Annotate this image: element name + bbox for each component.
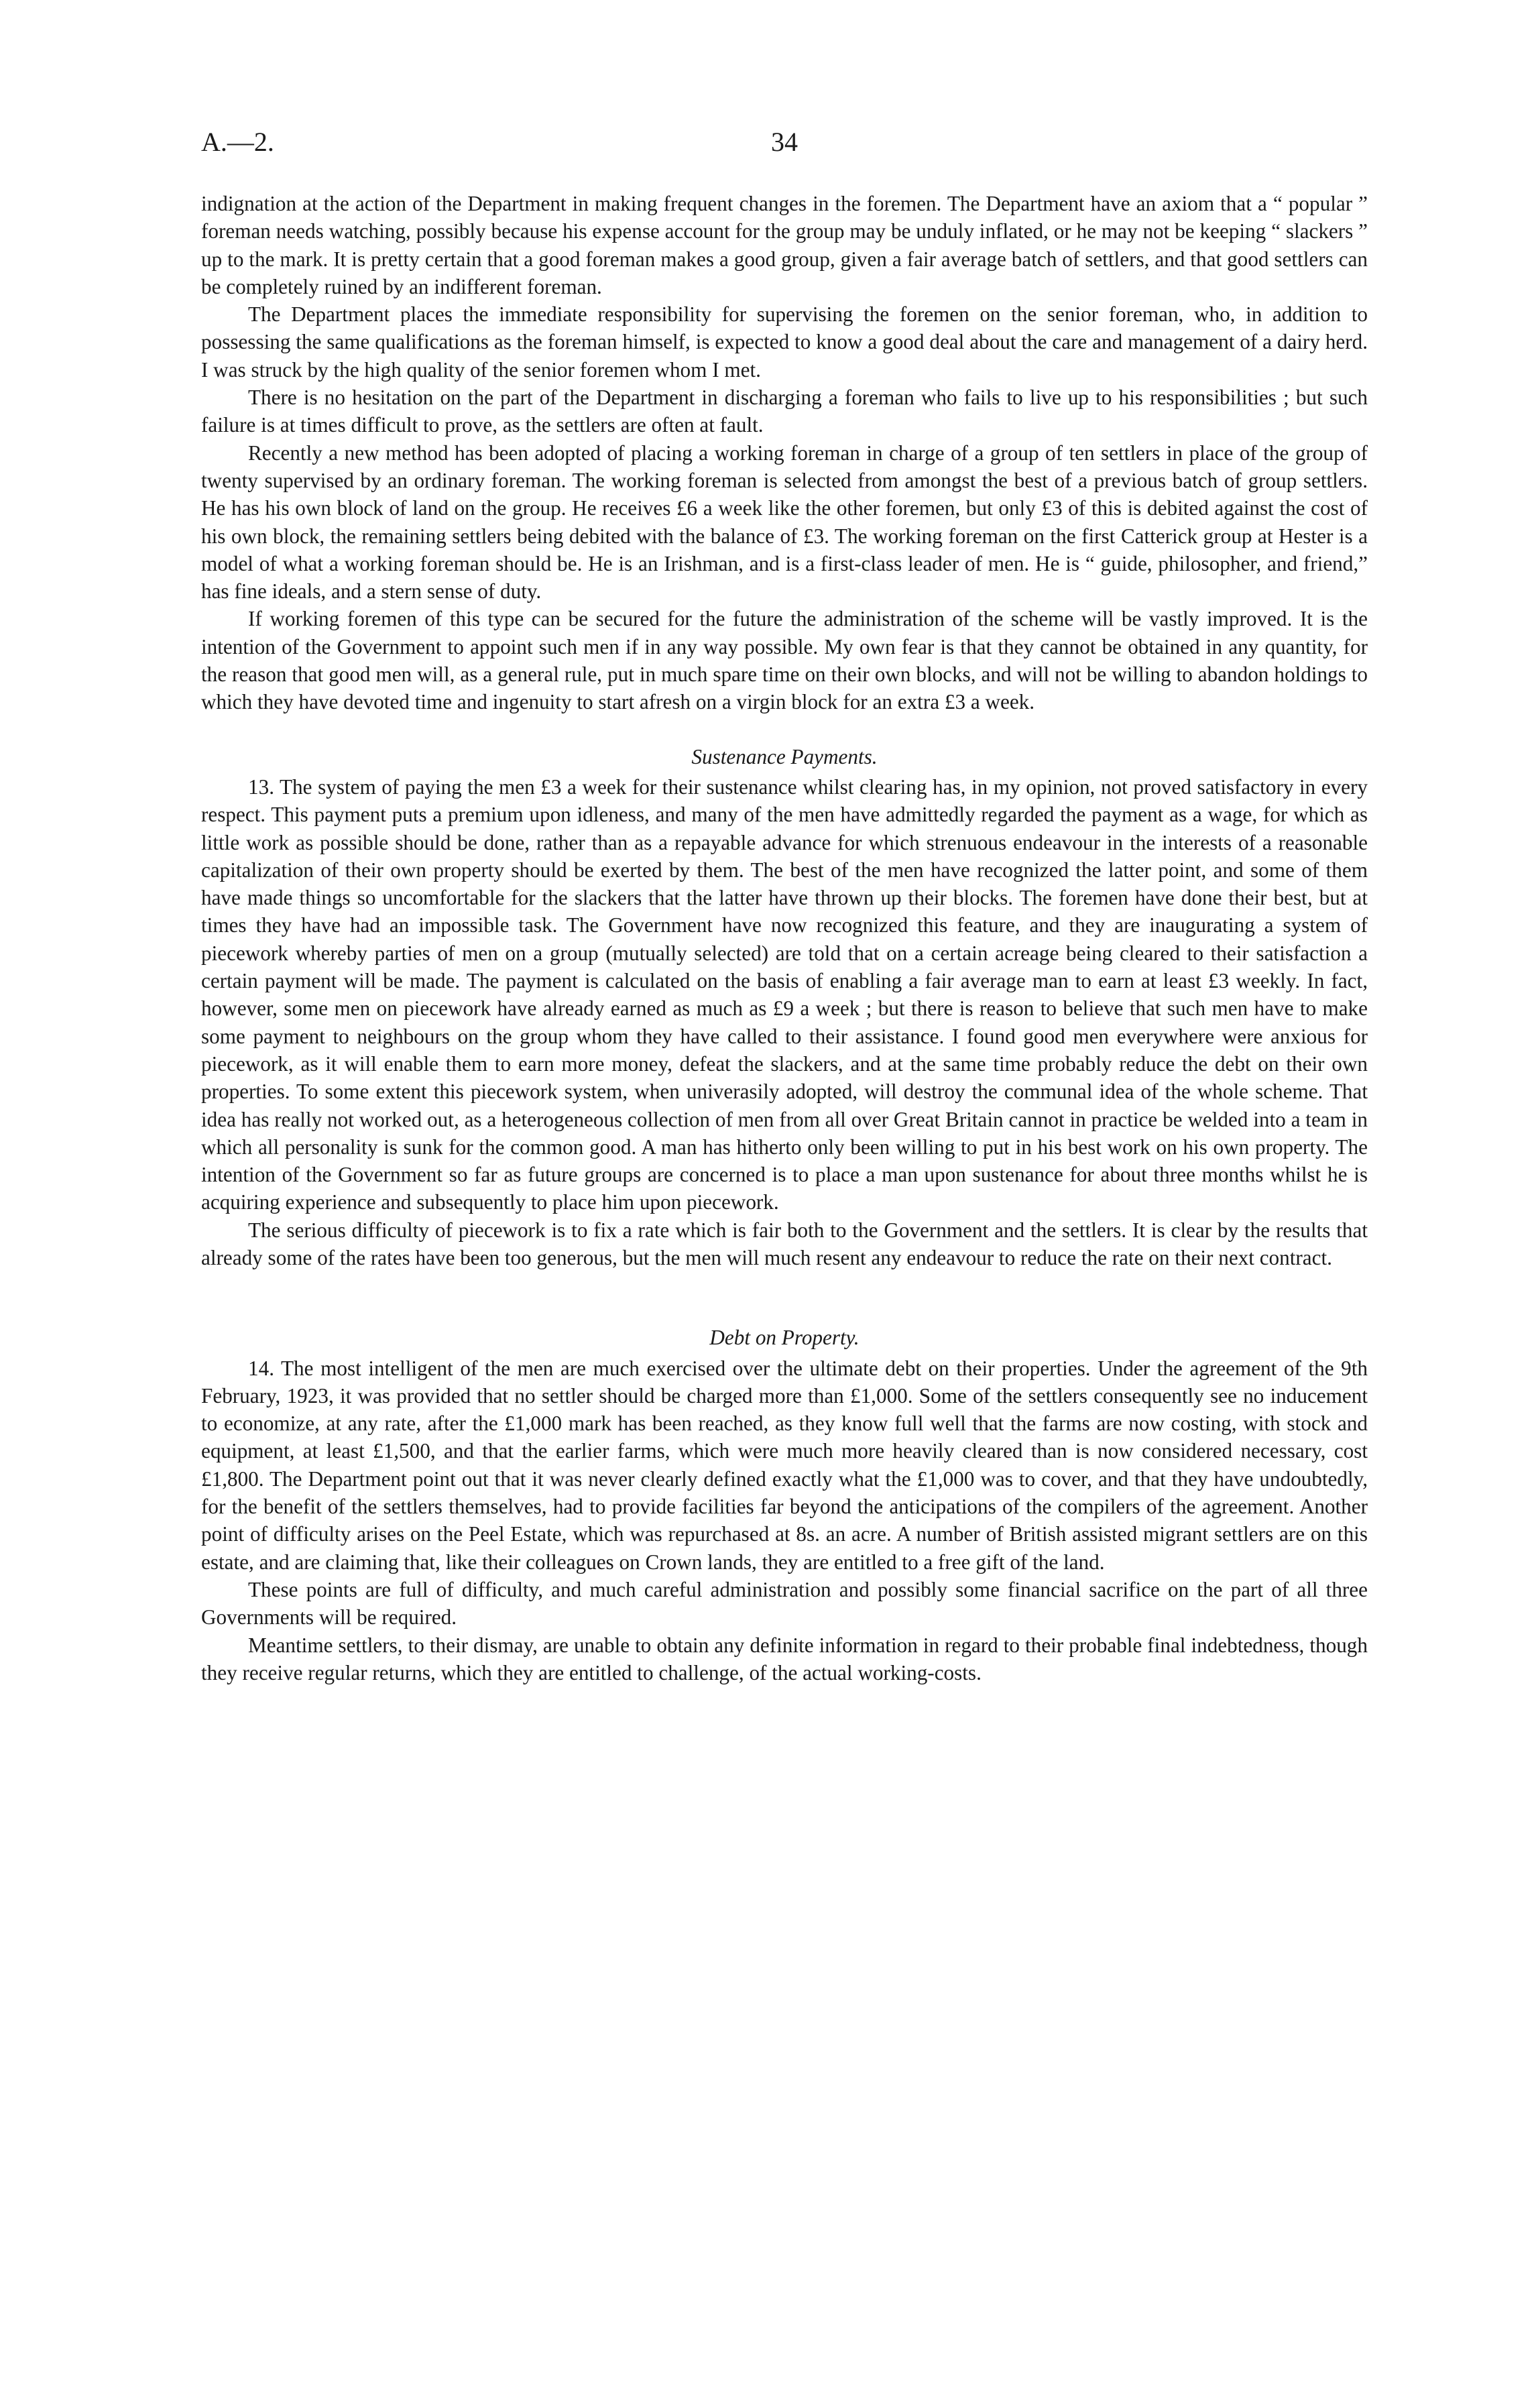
document-reference: A.—2. <box>201 127 274 157</box>
paragraph: The serious difficulty of piecework is to fix a rate which is fair both to the Government and the settlers. It is clear by the results that already some of the rates have been too generous, but the men will much resent any endeavour to reduce the rate on their next contract. <box>201 1218 1368 1269</box>
page-number: 34 <box>771 127 798 157</box>
paragraph: Meantime settlers, to their dismay, are unable to obtain any definite information in regard to their probable final indebtedness, though they receive regular returns, which they are entitled to challenge, of the actual working-costs. <box>201 1633 1368 1684</box>
section-heading-debt-on-property: Debt on Property. <box>709 1326 860 1350</box>
paragraph: The Department places the immediate responsibility for supervising the foremen on the senior foreman, who, in addition to possessing the same qualifications as the foreman himself, is expected to know a good deal about the care and management of a dairy herd. I was struck by the high quality of the senior foremen whom I met. <box>201 302 1368 382</box>
paragraph: These points are full of difficulty, and much careful administration and possibly some financial sacrifice on the part of all three Governments will be required. <box>201 1577 1368 1629</box>
paragraph: Recently a new method has been adopted of placing a working foreman in charge of a group of ten settlers in place of the group of twenty supervised by an ordinary foreman. The working foreman is selected from amongst the best of a previous batch of group settlers. He has his own block of land on the group. He receives £6 a week like the other foremen, but only £3 of this is debited against the cost of his own block, the remaining settlers being debited with the balance of £3. The working foreman on the first Catterick group at Hester is a model of what a working foreman should be. He is an Irishman, and is a first-class leader of men. He is “ guide, philosopher, and friend,” has fine ideals, and a stern sense of duty. <box>201 441 1368 604</box>
paragraph: 13. The system of paying the men £3 a week for their sustenance whilst clearing has, in my opinion, not proved satisfactory in every respect. This payment puts a premium upon idleness, and many of the men have admittedly regarded the payment as a wage, for which as little work as possible should be done, rather than as a repayable advance for which strenuous endeavour in the interests of a reasonable capitalization of their own property should be exerted by them. The best of the men have recognized the latter point, and some of them have made things so uncomfortable for the slackers that the latter have thrown up their blocks. The foremen have done their best, but at times they have had an impossible task. The Government have now recognized this feature, and they are inaugurating a system of piecework whereby parties of men on a group (mutually selected) are told that on a certain acreage being cleared to their satisfaction a certain payment will be made. The payment is calculated on the basis of enabling a fair average man to earn at least £3 weekly. In fact, however, some men on piecework have already earned as much as £9 a week ; but there is reason to believe that such men have to make some payment to neighbours on the group whom they have called to their assistance. I found good men everywhere were anxious for piecework, as it will enable them to earn more money, defeat the slackers, and at the same time probably reduce the debt on their own properties. To some extent this piecework system, when univerasily adopted, will destroy the communal idea of the whole scheme. That idea has really not worked out, as a heterogeneous collection of men from all over Great Britain cannot in practice be welded into a team in which all personality is sunk for the common good. A man has hitherto only been willing to put in his best work on his own property. The intention of the Government so far as future groups are concerned is to place a man upon sustenance for about three months whilst he is acquiring experience and subsequently to place him upon piecework. <box>201 775 1368 1214</box>
paragraph: There is no hesitation on the part of the Department in discharging a foreman who fails to live up to his responsibilities ; but such failure is at times difficult to prove, as the settlers are often at fault. <box>201 386 1368 437</box>
section-heading-sustenance-payments: Sustenance Payments. <box>691 744 878 768</box>
document-body <box>201 190 1368 1686</box>
page-header <box>201 126 1368 166</box>
paragraph: If working foremen of this type can be secured for the future the administration of the scheme will be vastly improved. It is the intention of the Government to appoint such men if in any way possible. My own fear is that they cannot be obtained in any quantity, for the reason that good men will, as a general rule, put in much spare time on their own blocks, and will not be willing to abandon holdings to which they have devoted time and ingenuity to start afresh on a virgin block for an extra £3 a week. <box>201 607 1368 714</box>
paragraph: 14. The most intelligent of the men are much exercised over the ultimate debt on their properties. Under the agreement of the 9th February, 1923, it was provided that no settler should be charged more than £1,000. Some of the settlers consequently see no inducement to economize, at any rate, after the £1,000 mark has been reached, as they know full well that the farms are now costing, with stock and equipment, at least £1,500, and that the earlier farms, which were much more heavily cleared than is now considered necessary, cost £1,800. The Department point out that it was never clearly defined exactly what the £1,000 was to cover, and that they have undoubtedly, for the benefit of the settlers themselves, had to provide facilities far beyond the anticipations of the compilers of the agreement. Another point of difficulty arises on the Peel Estate, which was repurchased at 8s. an acre. A number of British assisted migrant settlers are on this estate, and are claiming that, like their colleagues on Crown lands, they are entitled to a free gift of the land. <box>201 1356 1368 1574</box>
paragraph: indignation at the action of the Department in making frequent changes in the foremen. The Department have an axiom that a “ popular ” foreman needs watching, possibly because his expense account for the group may be unduly inflated, or he may not be keeping “ slackers ” up to the mark. It is pretty certain that a good foreman makes a good group, given a fair average batch of settlers, and that good settlers can be completely ruined by an indifferent foreman. <box>201 192 1368 298</box>
